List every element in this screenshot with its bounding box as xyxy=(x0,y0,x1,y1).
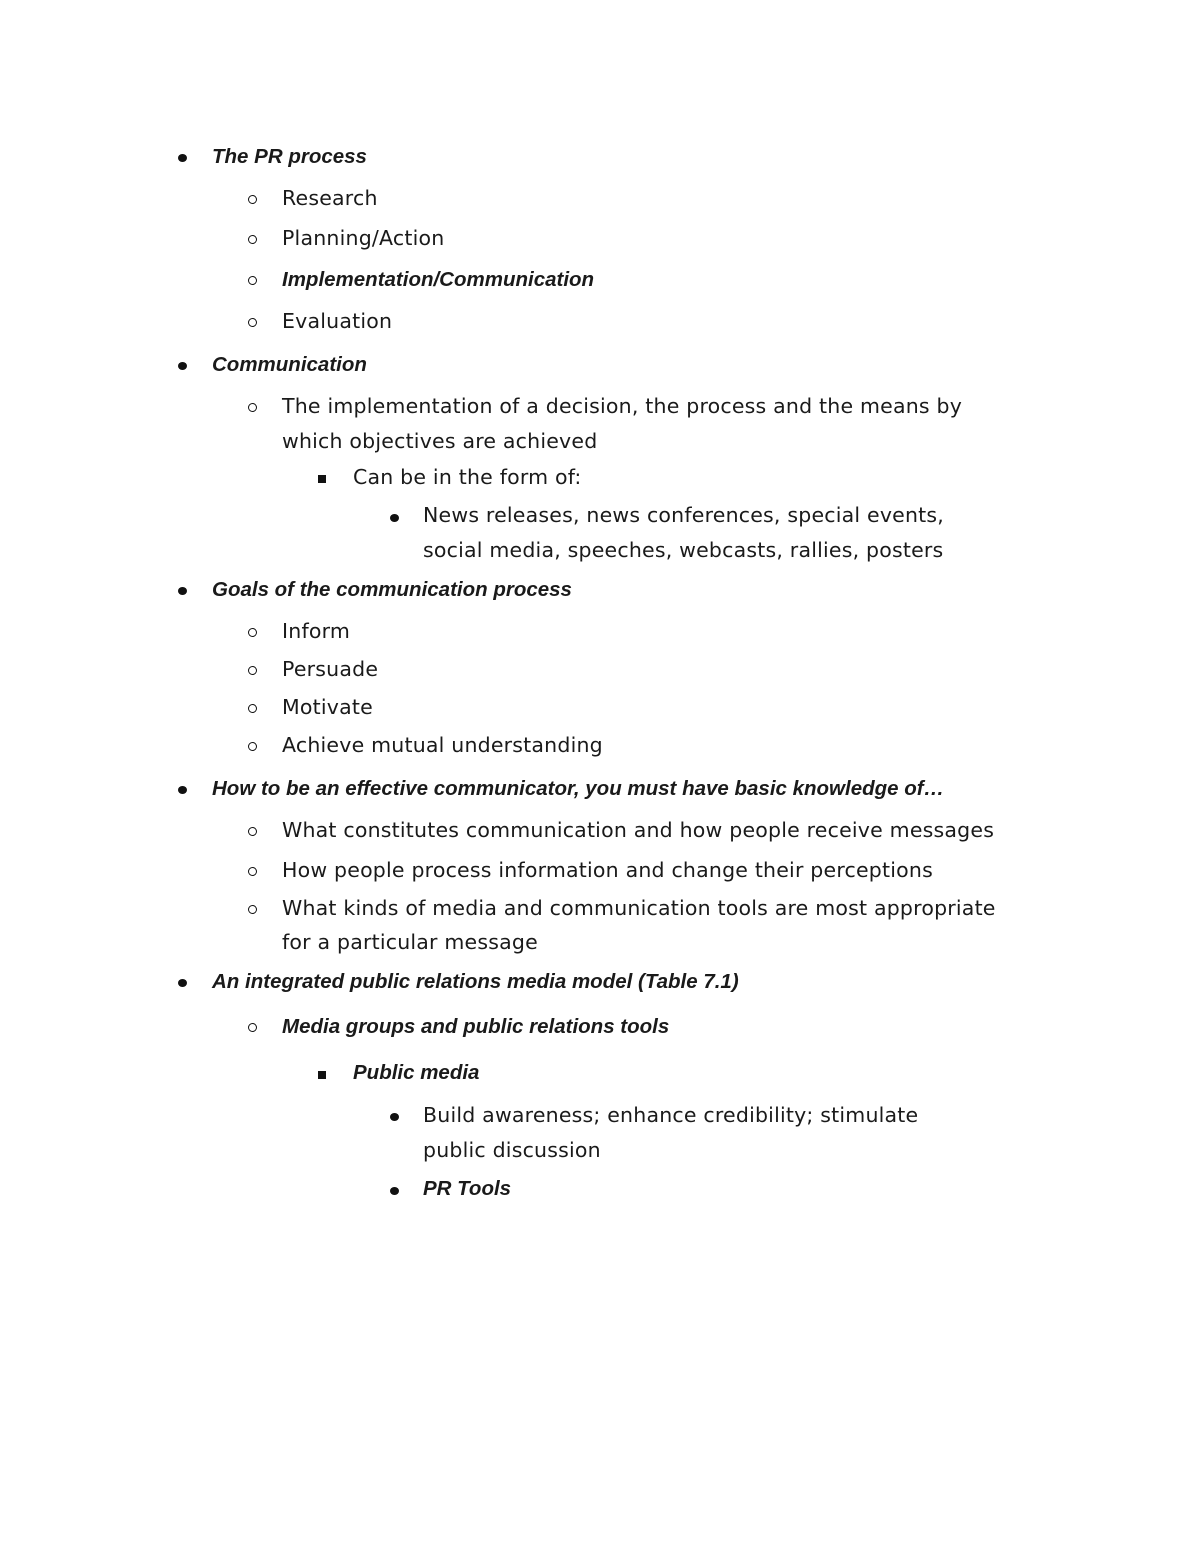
list-item: What constitutes communication and how people receive messages xyxy=(282,818,995,842)
bullet-circle xyxy=(248,276,257,285)
bullet-circle xyxy=(248,742,257,751)
subheading-pr-tools: PR Tools xyxy=(423,1177,512,1200)
bullet-disc xyxy=(178,786,187,794)
list-item: Can be in the form of: xyxy=(353,465,582,489)
bullet-circle xyxy=(248,867,257,876)
list-item: for a particular message xyxy=(282,930,538,954)
section-heading-effective-communicator: How to be an effective communicator, you must have basic knowledge of… xyxy=(212,777,945,800)
bullet-square xyxy=(318,1071,326,1079)
section-heading-pr-process: The PR process xyxy=(212,145,367,168)
list-item: What kinds of media and communication tools are most appropriate xyxy=(282,896,996,920)
bullet-circle xyxy=(248,905,257,914)
bullet-disc xyxy=(178,587,187,595)
bullet-disc xyxy=(178,979,187,987)
bullet-circle xyxy=(248,403,257,412)
bullet-circle xyxy=(248,666,257,675)
definition-text: which objectives are achieved xyxy=(282,429,598,453)
list-item: Research xyxy=(282,186,378,210)
definition-text: The implementation of a decision, the process and the means by xyxy=(282,394,963,418)
bullet-disc xyxy=(178,154,187,162)
bullet-disc xyxy=(390,514,399,522)
list-item: public discussion xyxy=(423,1138,601,1162)
bullet-circle xyxy=(248,195,257,204)
section-heading-communication: Communication xyxy=(212,353,367,376)
subheading-public-media: Public media xyxy=(353,1061,480,1084)
bullet-circle xyxy=(248,628,257,637)
list-item: Motivate xyxy=(282,695,373,719)
bullet-square xyxy=(318,475,326,483)
list-item: How people process information and change their perceptions xyxy=(282,858,933,882)
bullet-circle xyxy=(248,1023,257,1032)
list-item: Inform xyxy=(282,619,351,643)
list-item: Evaluation xyxy=(282,309,393,333)
bullet-disc xyxy=(390,1187,399,1195)
bullet-disc xyxy=(178,362,187,370)
bullet-disc xyxy=(390,1113,399,1121)
list-item: News releases, news conferences, special events, xyxy=(423,503,944,527)
list-item: Planning/Action xyxy=(282,226,445,250)
section-heading-media-model: An integrated public relations media model (Table 7.1) xyxy=(212,970,739,993)
list-item: Build awareness; enhance credibility; stimulate xyxy=(423,1103,919,1127)
bullet-circle xyxy=(248,318,257,327)
list-item: social media, speeches, webcasts, rallies, posters xyxy=(423,538,944,562)
subheading-media-groups: Media groups and public relations tools xyxy=(282,1015,670,1038)
bullet-circle xyxy=(248,704,257,713)
list-item: Achieve mutual understanding xyxy=(282,733,603,757)
bullet-circle xyxy=(248,827,257,836)
list-item-emphasized: Implementation/Communication xyxy=(282,268,595,291)
section-heading-goals: Goals of the communication process xyxy=(212,578,572,601)
list-item: Persuade xyxy=(282,657,379,681)
bullet-circle xyxy=(248,235,257,244)
